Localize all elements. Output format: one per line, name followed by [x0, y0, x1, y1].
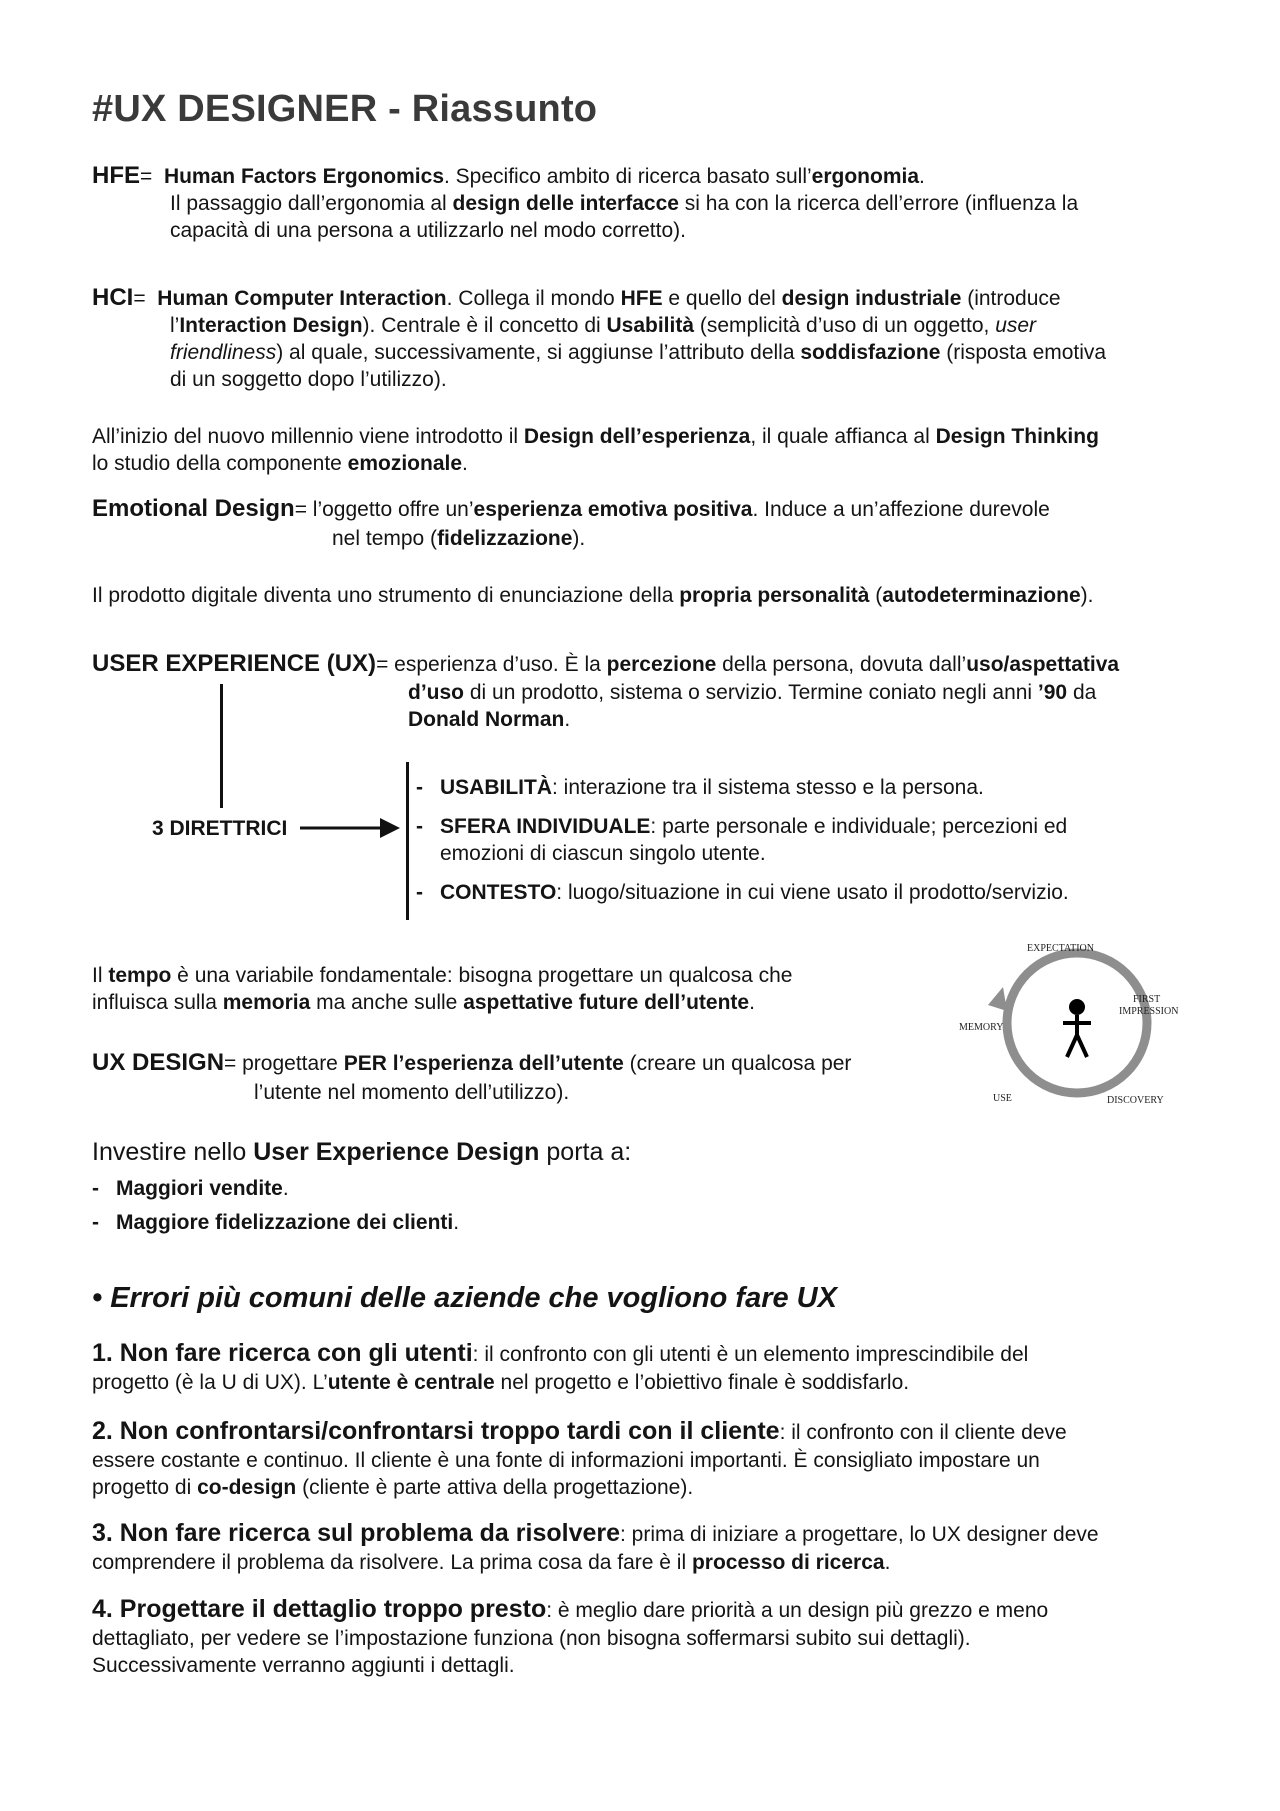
investire-item-2: - Maggiore fidelizzazione dei clienti. — [92, 1211, 460, 1234]
errore-2-line-3: progetto di co-design (cliente è parte attiva della progettazione). — [92, 1476, 694, 1499]
hfe-line-3: capacità di una persona a utilizzarlo nel modo corretto). — [170, 219, 686, 242]
direttrice-contesto: - CONTESTO: luogo/situazione in cui viene usato il prodotto/servizio. — [416, 881, 1069, 904]
investire-item-1: - Maggiori vendite. — [92, 1177, 289, 1200]
errore-1-line-1: 1. Non fare ricerca con gli utenti: il confronto con gli utenti è un elemento imprescindibile del — [92, 1339, 1029, 1367]
tempo-line-1: Il tempo è una variabile fondamentale: bisogna progettare un qualcosa che — [92, 964, 793, 987]
ux-line-1: USER EXPERIENCE (UX)= esperienza d’uso. È la percezione della persona, dovuta dall’uso/aspettativa — [92, 650, 1120, 677]
errore-3-line-2: comprendere il problema da risolvere. La prima cosa da fare è il processo di ricerca. — [92, 1551, 891, 1574]
direttrice-usabilita: - USABILITÀ: interazione tra il sistema stesso e la persona. — [416, 776, 984, 799]
ux-line-3: Donald Norman. — [408, 708, 571, 731]
hci-term: HCI — [92, 284, 134, 311]
tempo-line-2: influisca sulla memoria ma anche sulle aspettative future dell’utente. — [92, 991, 755, 1014]
arrow-right-icon — [298, 815, 402, 841]
cycle-label-discovery: DISCOVERY — [1107, 1095, 1164, 1106]
emotional-term: Emotional Design — [92, 495, 295, 522]
hfe-full: Human Factors Ergonomics — [163, 165, 444, 188]
person-icon — [1063, 999, 1091, 1057]
errori-heading: • Errori più comuni delle aziende che vogliono fare UX — [92, 1282, 837, 1314]
investire-line: Investire nello User Experience Design porta a: — [92, 1138, 632, 1166]
cycle-label-impression: IMPRESSION — [1119, 1006, 1179, 1017]
cycle-label-use: USE — [993, 1093, 1012, 1104]
errore-1-line-2: progetto (è la U di UX). L’utente è centrale nel progetto e l’obiettivo finale è soddisfarlo. — [92, 1371, 910, 1394]
hci-line-4: di un soggetto dopo l’utilizzo). — [170, 368, 447, 391]
ux-term: USER EXPERIENCE (UX) — [92, 650, 377, 677]
ux-line-2: d’uso di un prodotto, sistema o servizio. Termine coniato negli anni ’90 da — [408, 681, 1097, 704]
hfe-line-1: HFE= Human Factors Ergonomics. Specifico ambito di ricerca basato sull’ergonomia. — [92, 162, 925, 189]
direttrice-sfera: - SFERA INDIVIDUALE: parte personale e individuale; percezioni ed — [416, 815, 1068, 838]
errore-4-line-3: Successivamente verranno aggiunti i dettagli. — [92, 1654, 515, 1677]
cycle-label-memory: MEMORY — [959, 1022, 1004, 1033]
errore-3-line-1: 3. Non fare ricerca sul problema da risolvere: prima di iniziare a progettare, lo UX designer deve — [92, 1519, 1099, 1547]
errore-4-line-1: 4. Progettare il dettaglio troppo presto: è meglio dare priorità a un design più grezzo e meno — [92, 1595, 1049, 1623]
hfe-line-2: Il passaggio dall’ergonomia al design delle interfacce si ha con la ricerca dell’errore (influenza la — [170, 192, 1079, 215]
page-title: #UX DESIGNER - Riassunto — [92, 88, 598, 130]
hci-line-3: friendliness) al quale, successivamente, si aggiunse l’attributo della soddisfazione (risposta emotiva — [170, 341, 1107, 364]
uxdesign-line-1: UX DESIGN= progettare PER l’esperienza dell’utente (creare un qualcosa per — [92, 1049, 852, 1076]
cycle-label-first: FIRST — [1133, 994, 1161, 1005]
direttrice-sfera-line-2: emozioni di ciascun singolo utente. — [440, 842, 766, 865]
uxdesign-term: UX DESIGN — [92, 1049, 225, 1076]
errore-2-line-2: essere costante e continuo. Il cliente è una fonte di informazioni importanti. È consigliato impostare un — [92, 1449, 1040, 1472]
millennio-line-1: All’inizio del nuovo millennio viene introdotto il Design dell’esperienza, il quale affianca al Design Thinking — [92, 425, 1099, 448]
millennio-line-2: lo studio della componente emozionale. — [92, 452, 468, 475]
errore-4-line-2: dettagliato, per vedere se l’impostazione funziona (non bisogna soffermarsi subito sui dettagli). — [92, 1627, 971, 1650]
direttrici-bracket-line — [406, 762, 409, 920]
emotional-line-2: nel tempo (fidelizzazione). — [332, 527, 586, 550]
hci-line-2: l’Interaction Design). Centrale è il concetto di Usabilità (semplicità d’uso di un oggetto, user — [170, 314, 1037, 337]
ux-cycle-diagram — [955, 935, 1205, 1115]
cycle-arrow-icon — [988, 987, 1007, 1011]
hci-line-1: HCI= Human Computer Interaction. Collega il mondo HFE e quello del design industriale (introduce — [92, 284, 1061, 311]
ux-connector-line — [220, 684, 223, 808]
emotional-line-1: Emotional Design= l’oggetto offre un’esperienza emotiva positiva. Induce a un’affezione durevole — [92, 495, 1050, 522]
prodotto-line: Il prodotto digitale diventa uno strumento di enunciazione della propria personalità (autodeterminazione). — [92, 584, 1094, 607]
hfe-term: HFE — [92, 162, 140, 189]
direttrici-label: 3 DIRETTRICI — [152, 817, 288, 840]
uxdesign-line-2: l’utente nel momento dell’utilizzo). — [254, 1081, 570, 1104]
cycle-label-expectation: EXPECTATION — [1027, 943, 1094, 954]
errore-2-line-1: 2. Non confrontarsi/confrontarsi troppo tardi con il cliente: il confronto con il cliente deve — [92, 1417, 1067, 1445]
